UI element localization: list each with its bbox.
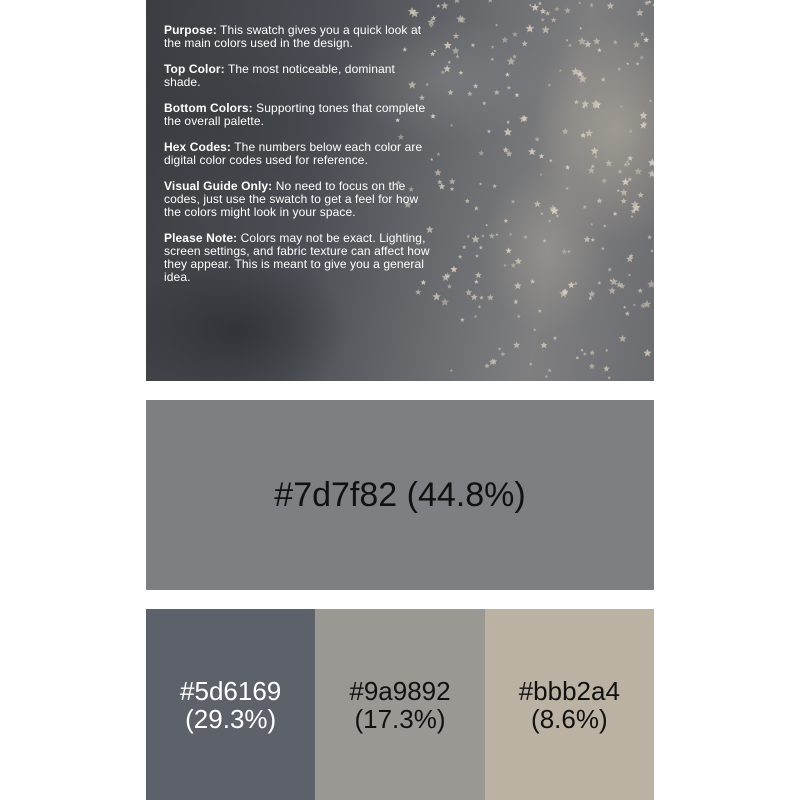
star-shape	[474, 314, 478, 318]
star-shape	[568, 282, 575, 289]
star-shape	[512, 31, 518, 37]
star-shape	[441, 2, 449, 9]
color-swatch-1	[146, 609, 315, 800]
star-shape	[472, 235, 480, 243]
star-shape	[547, 368, 552, 372]
star-shape	[503, 218, 508, 223]
star-shape	[628, 273, 631, 276]
star-shape	[484, 363, 490, 368]
star-shape	[509, 232, 512, 235]
star-shape	[465, 289, 472, 296]
star-shape	[605, 160, 612, 167]
star-shape	[588, 290, 595, 297]
star-shape	[523, 235, 527, 239]
info-hex-codes: Hex Codes: The numbers below each color are digital color codes used for reference.	[164, 140, 423, 167]
star-shape	[498, 347, 502, 351]
star-shape	[540, 212, 544, 215]
star-shape	[491, 45, 495, 48]
star-shape	[441, 298, 449, 306]
star-shape	[643, 349, 651, 357]
star-shape	[555, 7, 560, 12]
star-shape	[515, 93, 520, 98]
star-shape	[487, 294, 494, 301]
star-shape	[638, 288, 643, 293]
star-shape	[501, 36, 508, 43]
info-please-note: Please Note: Colors may not be exact. Lighting, screen settings, and fabric texture can affect how they appear. This is meant to give you a general idea.	[164, 231, 430, 284]
swatch-hex: #9a9892	[349, 675, 451, 706]
star-shape	[594, 155, 598, 159]
star-shape	[591, 147, 599, 155]
star-shape	[475, 272, 482, 278]
star-shape	[505, 72, 510, 77]
star-shape	[438, 183, 445, 190]
star-shape	[589, 350, 595, 356]
star-shape	[443, 65, 451, 72]
star-shape	[597, 48, 602, 52]
star-shape	[542, 26, 550, 34]
color-swatch-3	[485, 609, 654, 800]
star-shape	[576, 356, 579, 359]
star-shape	[617, 169, 623, 174]
star-shape	[578, 1, 581, 4]
star-shape	[562, 128, 569, 134]
star-shape	[444, 41, 452, 49]
star-shape	[530, 279, 535, 284]
star-shape	[633, 41, 640, 48]
star-shape	[633, 303, 636, 306]
star-shape	[471, 43, 476, 47]
swatch-percent: (8.6%)	[531, 703, 608, 734]
star-shape	[605, 349, 608, 352]
star-shape	[637, 192, 644, 198]
star-shape	[597, 281, 601, 285]
star-shape	[447, 284, 452, 289]
star-shape	[647, 280, 654, 288]
star-shape	[450, 124, 454, 127]
star-shape	[601, 77, 606, 82]
star-shape	[565, 165, 570, 170]
star-shape	[474, 279, 479, 284]
star-shape	[620, 188, 628, 195]
info-text	[164, 24, 434, 297]
star-shape	[471, 294, 478, 301]
star-shape	[601, 178, 607, 184]
star-shape	[489, 233, 495, 239]
star-shape	[436, 152, 440, 156]
star-shape	[603, 224, 607, 228]
star-shape	[629, 129, 633, 133]
star-shape	[623, 306, 626, 309]
star-shape	[565, 39, 568, 42]
star-shape	[579, 27, 582, 30]
star-shape	[507, 85, 512, 89]
main-color-swatch	[146, 400, 654, 590]
star-shape	[467, 91, 472, 96]
star-shape	[620, 105, 623, 108]
star-shape	[538, 2, 542, 6]
star-shape	[648, 158, 654, 166]
star-shape	[529, 4, 532, 7]
star-shape	[465, 199, 470, 204]
star-shape	[459, 70, 464, 74]
star-shape	[500, 351, 505, 356]
star-shape	[529, 362, 533, 366]
star-shape	[548, 83, 552, 86]
star-shape	[588, 296, 592, 300]
star-shape	[543, 239, 547, 243]
star-shape	[528, 148, 536, 155]
swatch-hex: #bbb2a4	[518, 675, 620, 706]
star-shape	[607, 2, 615, 9]
star-shape	[503, 264, 506, 267]
star-shape	[640, 31, 645, 36]
star-shape	[479, 295, 483, 299]
star-shape	[539, 153, 545, 158]
star-shape	[626, 62, 629, 65]
star-shape	[495, 24, 498, 27]
star-shape	[511, 199, 516, 203]
star-shape	[545, 11, 550, 16]
star-shape	[454, 0, 461, 3]
supporting-colors	[146, 609, 654, 800]
star-shape	[580, 132, 586, 138]
star-shape	[448, 60, 452, 63]
star-shape	[565, 187, 569, 190]
star-shape	[462, 245, 466, 249]
star-shape	[608, 287, 616, 294]
star-shape	[549, 159, 553, 162]
star-shape	[449, 178, 456, 185]
star-shape	[639, 55, 644, 60]
star-shape	[505, 247, 511, 253]
star-shape	[628, 177, 632, 181]
star-shape	[607, 267, 612, 271]
star-shape	[617, 67, 621, 71]
star-shape	[450, 369, 453, 372]
star-shape	[514, 282, 522, 289]
star-shape	[492, 184, 497, 189]
star-shape	[630, 215, 633, 218]
star-shape	[649, 99, 652, 102]
star-shape	[436, 4, 440, 8]
star-shape	[548, 219, 552, 223]
star-shape	[652, 4, 654, 7]
star-shape	[590, 223, 593, 226]
star-shape	[601, 247, 605, 251]
star-shape	[434, 169, 442, 176]
star-shape	[533, 328, 537, 331]
star-shape	[634, 167, 642, 175]
star-shape	[583, 205, 587, 209]
swatch-percent: (17.3%)	[354, 703, 446, 734]
star-shape	[623, 162, 628, 167]
star-shape	[450, 266, 457, 273]
color-swatch-2	[315, 609, 484, 800]
star-shape	[506, 120, 510, 124]
star-shape	[607, 376, 611, 379]
star-shape	[648, 170, 654, 178]
star-shape	[589, 3, 593, 7]
star-shape	[478, 305, 482, 309]
star-shape	[551, 17, 557, 22]
star-shape	[511, 262, 516, 267]
star-shape	[452, 47, 460, 54]
star-shape	[625, 311, 630, 316]
star-shape	[503, 147, 509, 153]
swatch-hex: #5d6169	[180, 675, 282, 706]
star-shape	[448, 90, 454, 96]
star-shape	[556, 214, 560, 217]
star-shape	[487, 129, 491, 133]
star-shape	[636, 9, 644, 17]
star-shape	[460, 318, 465, 322]
texture-preview	[146, 0, 654, 381]
star-shape	[584, 41, 591, 48]
star-shape	[621, 198, 627, 204]
star-shape	[559, 69, 562, 72]
star-shape	[495, 233, 498, 236]
star-shape	[475, 254, 479, 258]
star-shape	[564, 7, 571, 13]
star-shape	[540, 8, 546, 14]
star-shape	[522, 41, 528, 47]
info-top-color: Top Color: The most noticeable, dominant shade.	[164, 62, 395, 89]
star-shape	[515, 258, 522, 265]
star-shape	[644, 0, 649, 5]
star-shape	[613, 40, 618, 45]
star-shape	[487, 0, 493, 2]
star-shape	[482, 101, 487, 105]
star-shape	[650, 249, 654, 253]
star-shape	[534, 136, 539, 141]
star-shape	[491, 58, 495, 62]
info-bottom-colors: Bottom Colors: Supporting tones that complete the overall palette.	[164, 101, 426, 128]
star-shape	[466, 234, 470, 237]
info-visual-guide: Visual Guide Only: No need to focus on the codes, just use the swatch to get a feel for how the colors might look in your space.	[164, 179, 419, 219]
main-color-label: #7d7f82 (44.8%)	[274, 475, 526, 514]
star-shape	[617, 189, 621, 193]
star-shape	[545, 375, 548, 378]
star-shape	[596, 198, 602, 204]
star-shape	[513, 342, 520, 349]
star-shape	[526, 24, 535, 32]
star-shape	[479, 245, 483, 249]
info-purpose: Purpose: This swatch gives you a quick look at the main colors used in the design.	[164, 23, 422, 50]
star-shape	[534, 200, 541, 207]
swatch-percent: (29.3%)	[185, 703, 277, 734]
star-shape	[589, 363, 596, 369]
star-shape	[626, 160, 629, 163]
star-shape	[541, 17, 546, 21]
star-shape	[603, 365, 610, 371]
star-shape	[619, 335, 627, 342]
star-shape	[479, 182, 482, 185]
star-shape	[485, 224, 488, 227]
star-shape	[613, 212, 618, 216]
star-shape	[538, 309, 542, 313]
star-shape	[517, 314, 521, 318]
star-shape	[574, 282, 578, 286]
star-shape	[473, 83, 478, 88]
star-shape	[639, 111, 647, 119]
star-shape	[636, 62, 640, 66]
star-shape	[643, 37, 649, 43]
star-shape	[627, 155, 633, 161]
star-shape	[453, 33, 459, 39]
star-shape	[591, 238, 595, 242]
star-shape	[481, 234, 485, 238]
star-shape	[478, 150, 484, 156]
star-shape	[489, 358, 496, 365]
star-shape	[561, 249, 567, 255]
star-shape	[581, 100, 589, 107]
star-shape	[593, 37, 601, 44]
star-shape	[583, 352, 587, 356]
star-shape	[441, 70, 446, 75]
star-shape	[456, 55, 460, 59]
star-shape	[574, 99, 579, 104]
star-shape	[540, 342, 547, 349]
star-shape	[494, 89, 500, 95]
star-shape	[584, 236, 591, 243]
star-shape	[580, 348, 583, 351]
star-shape	[450, 187, 455, 191]
star-shape	[540, 173, 543, 176]
star-shape	[567, 250, 571, 253]
star-shape	[504, 128, 513, 136]
star-shape	[458, 254, 463, 258]
star-shape	[512, 54, 517, 59]
star-shape	[647, 235, 651, 239]
star-shape	[568, 43, 572, 47]
star-shape	[553, 336, 557, 340]
star-shape	[585, 129, 593, 137]
star-shape	[531, 3, 539, 11]
star-shape	[474, 206, 479, 211]
